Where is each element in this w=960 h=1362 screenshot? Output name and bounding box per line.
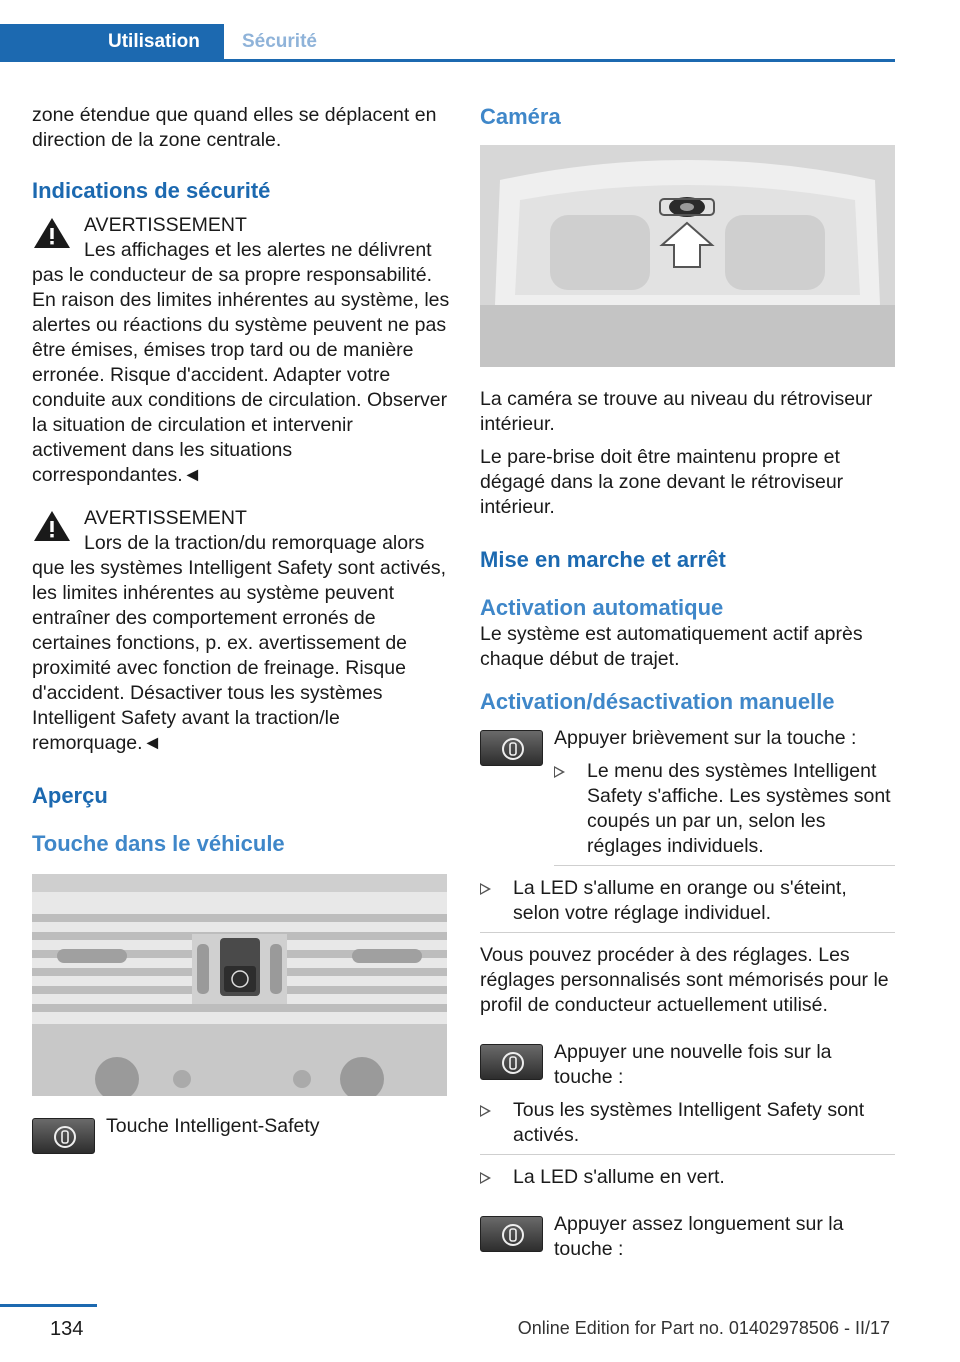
windshield-illustration: [480, 145, 895, 367]
bullet-triangle-icon: [554, 766, 565, 778]
intelligent-safety-key-icon: [480, 1044, 543, 1080]
bullet-1-text: Le menu des systèmes Intelligent Safety s'affiche. Les systèmes sont coupés un par un, selon les réglages individuels.: [587, 760, 891, 857]
button-heading: Touche dans le véhicule: [32, 831, 285, 856]
bullet-triangle-icon: [480, 1105, 491, 1117]
intelligent-safety-key-icon: [32, 1118, 95, 1154]
overview-heading: Aperçu: [32, 783, 108, 808]
camera-text-2: Le pare-brise doit être maintenu propre et dégagé dans la zone devant le rétroviseur intérieur.: [480, 446, 844, 518]
onoff-heading: Mise en marche et arrêt: [480, 547, 726, 572]
press-again-text: Appuyer une nouvelle fois sur la touche :: [554, 1041, 832, 1088]
warning-1-text: Les affichages et les alertes ne délivrent pas le conducteur de sa propre responsabilité. En raison des limites inhérentes au système, les alertes ou réactions du système peuvent ne pas être émises, émises trop tard ou de manière erronée. Risque d'accident. Adapter votre conduite aux conditions de circulation. Observer la situation de circulation et intervenir activement dans les situations correspondantes.◄: [32, 239, 450, 486]
warning-2-title: AVERTISSEMENT: [84, 507, 247, 529]
camera-heading: Caméra: [480, 104, 561, 129]
press-long-text: Appuyer assez longuement sur la touche :: [554, 1213, 844, 1260]
bullet-2-text: La LED s'allume en orange ou s'éteint, selon votre réglage individuel.: [513, 877, 847, 924]
auto-text: Le système est automatiquement actif après chaque début de trajet.: [480, 623, 863, 670]
camera-text-1: La caméra se trouve au niveau du rétroviseur intérieur.: [480, 388, 873, 435]
warning-2-text: Lors de la traction/du remorquage alors que les systèmes Intelligent Safety sont activés, les limites inhérentes au système peuvent entraîner des comportement erronés de certaines fonctions, p. ex. avertissement de proximité avec fonction de freinage. Risque d'accident. Désactiver tous les systèmes Intelligent Safety avant la traction/le remorquage.◄: [32, 532, 447, 754]
bullet-4-text: La LED s'allume en vert.: [513, 1166, 725, 1188]
intelligent-safety-key-icon: [480, 730, 543, 766]
auto-heading: Activation automatique: [480, 595, 724, 620]
left-column: [32, 103, 450, 1156]
intelligent-safety-key-icon: [480, 1216, 543, 1252]
dashboard-button-photo: [32, 874, 447, 1096]
safety-heading: Indications de sécurité: [32, 178, 271, 203]
warning-icon: [32, 508, 72, 544]
bullet-triangle-icon: [480, 883, 491, 895]
tab-securite[interactable]: Sécurité: [242, 31, 317, 52]
warning-icon: [32, 215, 72, 251]
press-short-row: [480, 726, 895, 866]
footer-rule: [0, 1304, 97, 1307]
intro-text: zone étendue que quand elles se déplacent en direction de la zone centrale.: [32, 104, 437, 151]
bullet-led-green: [480, 1165, 895, 1190]
settings-text: Vous pouvez procéder à des réglages. Les réglages personnalisés sont mémorisés pour le profil de conducteur actuellement utilisé.: [480, 944, 889, 1016]
bullet-3-text: Tous les systèmes Intelligent Safety sont activés.: [513, 1099, 865, 1146]
bullet-led-orange: [480, 876, 895, 933]
press-again-row: [480, 1040, 895, 1090]
button-caption: Touche Intelligent-Safety: [106, 1115, 320, 1137]
header-tabbar: [0, 24, 895, 62]
edition-note: Online Edition for Part no. 01402978506 - II/17: [517, 1318, 890, 1338]
warning-block-1: [32, 213, 450, 488]
vent-panel-illustration: [32, 874, 447, 1096]
press-long-row: [480, 1212, 895, 1262]
bullet-triangle-icon: [480, 1172, 491, 1184]
camera-photo: [480, 145, 895, 367]
page-number: 134: [50, 1318, 84, 1340]
tab-utilisation[interactable]: Utilisation: [0, 24, 224, 60]
warning-1-title: AVERTISSEMENT: [84, 214, 247, 236]
bullet-all-active: [480, 1098, 895, 1155]
bullet-menu: [554, 759, 895, 866]
right-column: [480, 103, 895, 1262]
warning-block-2: [32, 506, 450, 756]
button-caption-row: [32, 1114, 450, 1156]
manual-heading: Activation/désactivation manuelle: [480, 689, 835, 714]
press-short-text: Appuyer brièvement sur la touche :: [554, 727, 857, 749]
